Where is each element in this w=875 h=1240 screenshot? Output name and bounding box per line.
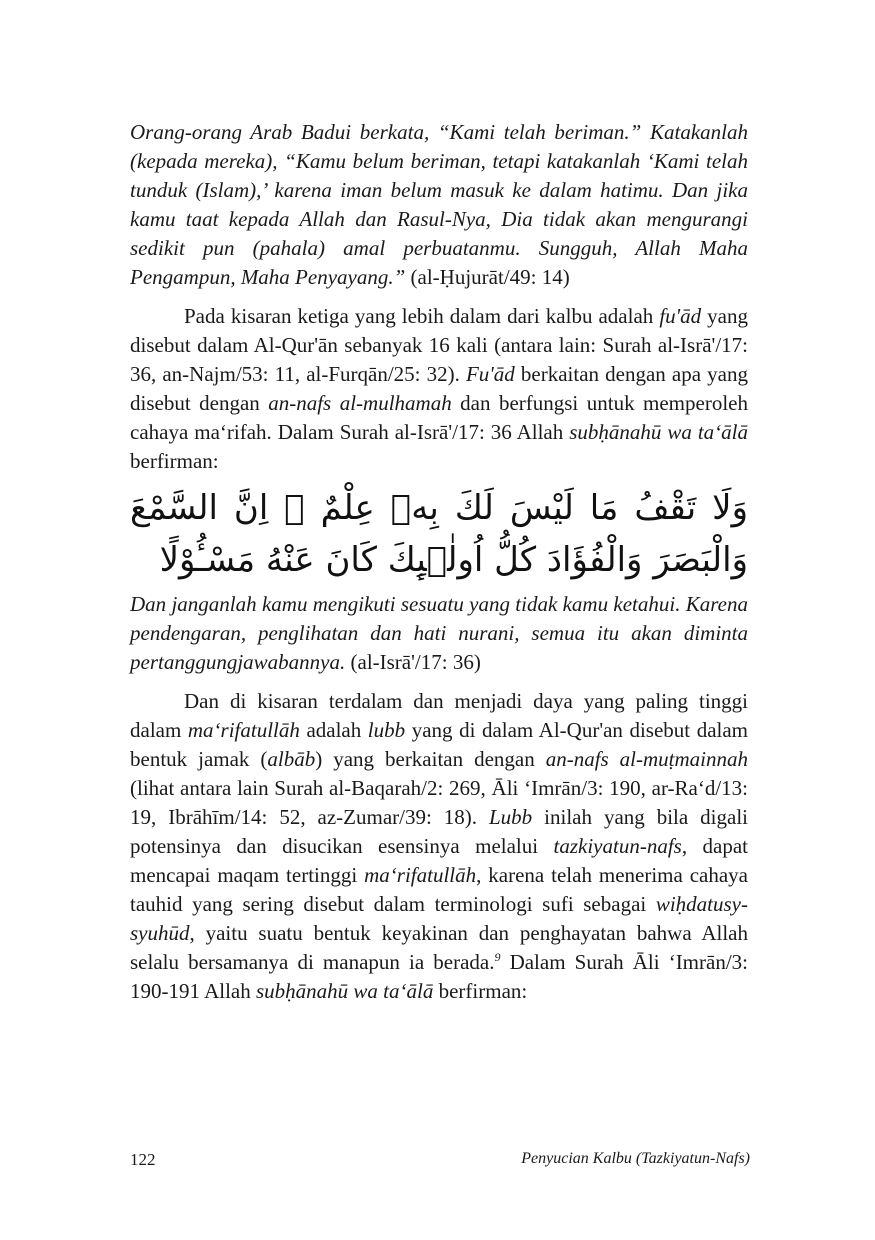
page-number: 122 bbox=[130, 1150, 156, 1169]
term-italic: an-nafs al-mulhamah bbox=[268, 391, 452, 415]
text-run: Dalam Surah Āli ‘Imrān/3: 190-191 Allah bbox=[130, 950, 748, 1003]
term-italic: Fu'ād bbox=[465, 362, 515, 386]
term-italic: an-nafs al-muṭmainnah bbox=[545, 747, 748, 771]
text-run: berkaitan dengan apa yang disebut dengan bbox=[130, 362, 748, 415]
term-italic: fu'ād bbox=[659, 304, 702, 328]
text-run: yang disebut dalam Al-Qur'ān sebanyak 16 kali (antara lain: Surah al-Isrā'/17: 36, an-Najm/53: 11, al-Furqān/25: 32). bbox=[130, 304, 748, 386]
text-run: yang di dalam Al-Qur'an disebut dalam bentuk jamak ( bbox=[130, 718, 748, 771]
quote-reference: (al-Isrā'/17: 36) bbox=[345, 650, 481, 674]
body-paragraph-lubb bbox=[130, 687, 748, 1006]
text-run: , dapat mencapai maqam tertinggi bbox=[130, 834, 748, 887]
text-run: dan berfungsi untuk memperoleh cahaya ma‘rifah. Dalam Surah al-Isrā'/17: 36 Allah bbox=[130, 391, 748, 444]
term-italic: ma‘rifatullāh bbox=[187, 718, 300, 742]
arabic-verse: وَلَا تَقْفُ مَا لَيْسَ لَكَ بِهٖ عِلْمٌ ۗ اِنَّ السَّمْعَ وَالْبَصَرَ وَالْفُؤَادَ كُلُّ اُولٰۤىِٕكَ كَانَ عَنْهُ مَسْـُٔوْلًا bbox=[130, 488, 748, 580]
running-title: Penyucian Kalbu (Tazkiyatun-Nafs) bbox=[521, 1150, 750, 1167]
text-run: adalah bbox=[299, 718, 368, 742]
text-run: berfirman: bbox=[433, 979, 528, 1003]
term-italic: subḥānahū wa ta‘ālā bbox=[256, 979, 434, 1003]
term-italic: ma‘rifatullāh bbox=[364, 863, 477, 887]
quote-text: Orang-orang Arab Badui berkata, “Kami telah beriman.” Katakanlah (kepada mereka), “Kamu belum beriman, tetapi katakanlah ‘Kami telah tunduk (Islam),’ karena iman belum masuk ke dalam hatimu. Dan jika kamu taat kepada Allah dan Rasul-Nya, Dia tidak akan mengurangi sedikit pun (pahala) amal perbuatanmu. Sungguh, Allah Maha Pengampun, Maha Penyayang.” bbox=[130, 120, 748, 289]
text-run: (lihat antara lain Surah al-Baqarah/2: 269, Āli ‘Imrān/3: 190, ar-Ra‘d/13: 19, Ibrāhīm/14: 52, az-Zumar/39: 18). bbox=[130, 776, 748, 829]
text-run: Dan di kisaran terdalam dan menjadi daya yang paling tinggi dalam bbox=[130, 689, 748, 742]
quote-text: Dan janganlah kamu mengikuti sesuatu yang tidak kamu ketahui. Karena pendengaran, penglihatan dan hati nurani, semua itu akan diminta pertanggungjawabannya. bbox=[130, 592, 748, 674]
spacer bbox=[130, 677, 748, 687]
quran-translation-quote bbox=[130, 590, 748, 677]
spacer bbox=[130, 292, 748, 302]
term-italic: tazkiyatun-nafs bbox=[553, 834, 682, 858]
text-run: Pada kisaran ketiga yang lebih dalam dari kalbu adalah bbox=[184, 304, 660, 328]
term-italic: Lubb bbox=[489, 805, 533, 829]
term-italic: lubb bbox=[367, 718, 406, 742]
term-italic: subḥānahū wa ta‘ālā bbox=[569, 420, 748, 444]
text-run: inilah yang bila digali potensinya dan disucikan esensinya melalui bbox=[130, 805, 749, 858]
text-column bbox=[130, 118, 748, 1006]
text-run: , karena telah menerima cahaya tauhid yang sering disebut dalam terminologi sufi sebagai bbox=[130, 863, 748, 916]
body-paragraph-fuad bbox=[130, 302, 748, 476]
text-run: berfirman: bbox=[130, 449, 219, 473]
quran-translation-quote bbox=[130, 118, 748, 292]
term-italic: albāb bbox=[267, 747, 316, 771]
footnote-marker[interactable]: 9 bbox=[494, 950, 501, 964]
text-run: , yaitu suatu bentuk keyakinan dan penghayatan bahwa Allah selalu bersamanya di manapun ia berada. bbox=[130, 921, 748, 974]
text-run: ) yang berkaitan dengan bbox=[315, 747, 546, 771]
term-italic: wiḥdatusy-syuhūd bbox=[130, 892, 748, 945]
quote-reference: (al-Ḥujurāt/49: 14) bbox=[405, 265, 570, 289]
